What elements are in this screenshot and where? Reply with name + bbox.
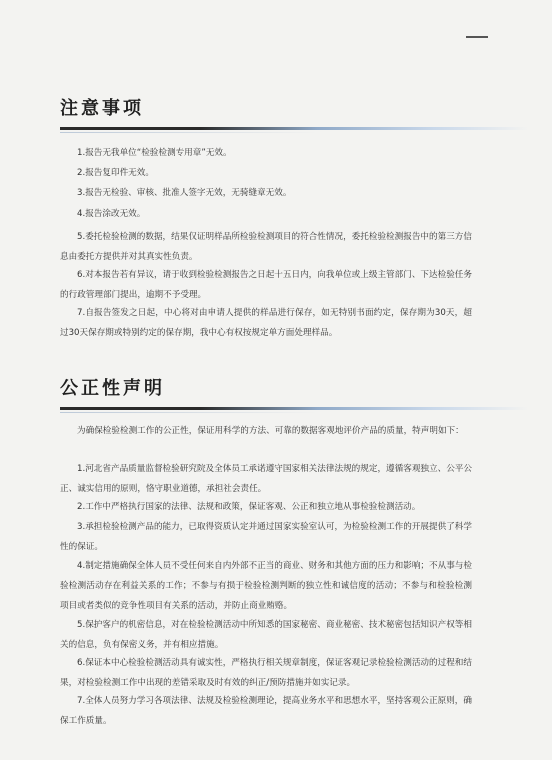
notice-item-3: 3.报告无检验、审核、批准人签字无效，无骑缝章无效。 [77,188,292,198]
notice-item-6: 6.对本报告若有异议，请于收到检验检测报告之日起十五日内，向我单位或上级主管部门、下达检验任务的行政管理部门提出，逾期不予受理。 [60,270,472,300]
fairness-item-3: 3.承担检验检测产品的能力，已取得资质认定并通过国家实验室认可，为检验检测工作的开展提供了科学性的保证。 [60,522,472,552]
notice-item-2: 2.报告复印件无效。 [77,168,154,178]
fairness-section-header [60,374,528,410]
fairness-title: 公正性声明 [60,378,165,399]
fairness-item-7: 7.全体人员努力学习各项法律、法规及检验检测理论，提高业务水平和思想水平，坚持客观公正原则，确保工作质量。 [60,696,472,726]
fairness-item-4: 4.制定措施确保全体人员不受任何来自内外部不正当的商业、财务和其他方面的压力和影响；不从事与检验检测活动存在利益关系的工作；不参与有损于检验检测判断的独立性和诚信度的活动；不参与和检验检测项目或者类似的竞争性项目有关系的活动，并防止商业贿赂。 [60,561,472,611]
fairness-intro: 为确保检验检测工作的公正性，保证用科学的方法、可靠的数据客观地评价产品的质量，特声明如下： [77,426,464,436]
notice-item-5: 5.委托检验检测的数据，结果仅证明样品所检验检测项目的符合性情况，委托检验检测报告中的第三方信息由委托方提供并对其真实性负责。 [60,232,472,262]
notice-title-rule [60,127,528,130]
fairness-item-6: 6.保证本中心检验检测活动具有诚实性，严格执行相关规章制度，保证客观记录检验检测活动的过程和结果，对检验检测工作中出现的差错采取及时有效的纠正/预防措施并如实记录。 [60,658,472,688]
notice-section-header [60,94,528,130]
fairness-title-rule [60,407,528,410]
notice-item-7: 7.自报告签发之日起，中心将对由申请人提供的样品进行保存，如无特别书面约定，保存期为30天，超过30天保存期或特别约定的保存期，我中心有权按规定单方面处理样品。 [60,308,472,338]
fairness-item-1: 1.河北省产品质量监督检验研究院及全体员工承诺遵守国家相关法律法规的规定，遵循客观独立、公平公正、诚实信用的原则，恪守职业道德，承担社会责任。 [60,464,472,494]
notice-item-1: 1.报告无我单位“检验检测专用章”无效。 [77,148,232,158]
fairness-item-2: 2.工作中严格执行国家的法律、法规和政策，保证客观、公正和独立地从事检验检测活动。 [77,502,421,512]
page-corner-mark [466,36,488,38]
fairness-item-5: 5.保护客户的机密信息，对在检验检测活动中所知悉的国家秘密、商业秘密、技术秘密包括知识产权等相关的信息，负有保密义务，并有相应措施。 [60,620,472,650]
notice-item-4: 4.报告涂改无效。 [77,209,146,219]
notice-title: 注意事项 [60,98,144,119]
